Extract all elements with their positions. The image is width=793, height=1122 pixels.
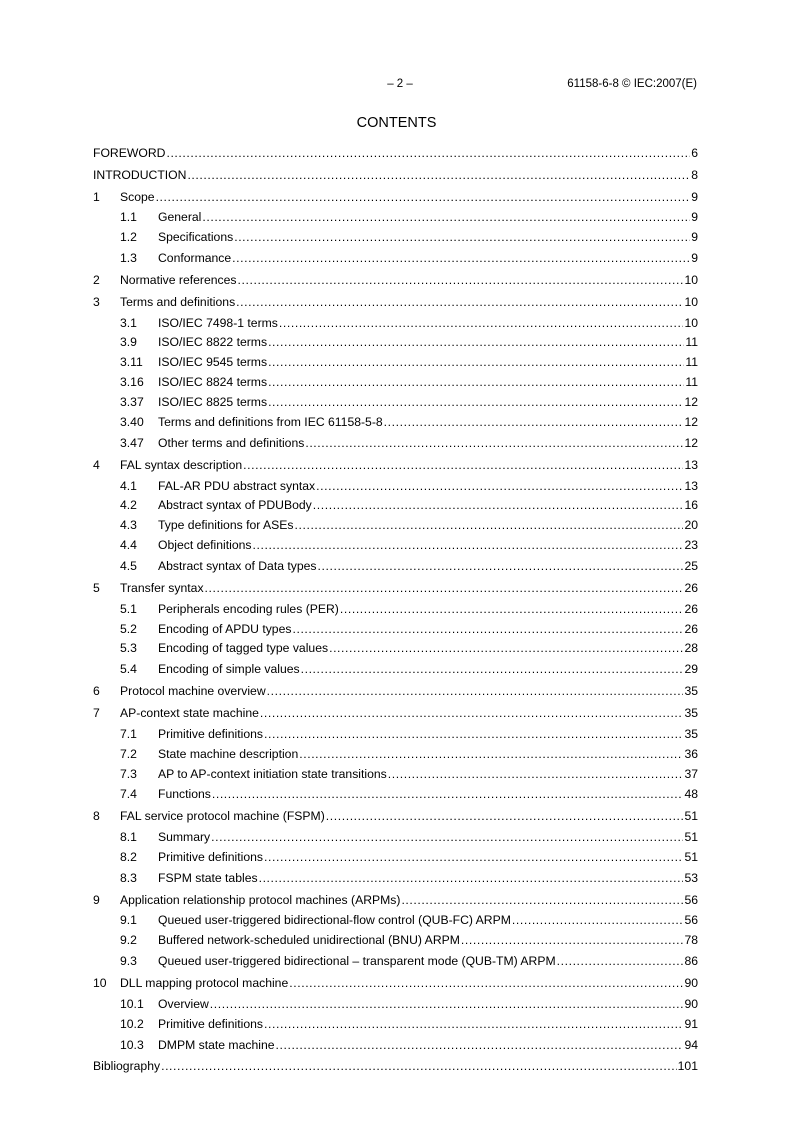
toc-entry-page: 53 — [684, 870, 698, 885]
toc-leader-dots — [340, 600, 684, 620]
toc-entry-title: Peripherals encoding rules (PER) — [158, 601, 339, 616]
toc-entry-title: FAL service protocol machine (FSPM) — [120, 809, 325, 824]
toc-entry-title: Functions — [158, 787, 211, 802]
toc-entry-page: 10 — [684, 315, 698, 330]
toc-entry-number: 7.3 — [120, 766, 137, 781]
toc-entry-number: 4.1 — [120, 478, 137, 493]
toc-entry-page: 26 — [684, 621, 698, 636]
toc-entry-title: Specifications — [158, 230, 234, 245]
toc-entry[interactable] — [93, 911, 698, 931]
toc-entry-page: 10 — [684, 294, 698, 309]
toc-entry-page: 35 — [684, 684, 698, 699]
toc-entry-title: Encoding of simple values — [158, 662, 300, 677]
toc-entry-page: 20 — [684, 518, 698, 533]
toc-entry[interactable] — [93, 373, 698, 393]
toc-entry[interactable] — [93, 1056, 698, 1078]
toc-entry-number: 4.2 — [120, 498, 137, 513]
toc-entry-number: 9.3 — [120, 954, 137, 969]
toc-entry[interactable] — [93, 143, 698, 165]
toc-entry-page: 12 — [684, 395, 698, 410]
toc-entry-page: 48 — [684, 787, 698, 802]
toc-entry[interactable] — [93, 292, 698, 314]
toc-entry-number: 9.2 — [120, 933, 137, 948]
toc-entry-title: State machine description — [158, 746, 299, 761]
toc-entry-number: 9 — [93, 892, 100, 907]
toc-leader-dots — [401, 890, 683, 912]
toc-leader-dots — [313, 496, 684, 516]
toc-leader-dots — [234, 228, 690, 248]
toc-entry[interactable] — [93, 1015, 698, 1035]
toc-entry-number: 10.1 — [120, 996, 144, 1011]
toc-entry[interactable] — [93, 208, 698, 228]
toc-entry-title: FSPM state tables — [158, 870, 258, 885]
toc-entry-page: 9 — [691, 189, 698, 204]
toc-entry-title: Primitive definitions — [158, 1016, 263, 1031]
toc-leader-dots — [260, 703, 684, 725]
table-of-contents — [93, 143, 698, 1078]
toc-entry-page: 35 — [684, 705, 698, 720]
toc-entry[interactable] — [93, 413, 698, 433]
toc-entry-title: AP-context state machine — [120, 705, 259, 720]
toc-entry-number: 3.40 — [120, 415, 144, 430]
toc-entry-number: 3.1 — [120, 315, 137, 330]
toc-entry-page: 13 — [684, 478, 698, 493]
toc-entry[interactable] — [93, 516, 698, 536]
toc-entry-number: 3.47 — [120, 435, 144, 450]
toc-leader-dots — [264, 1015, 683, 1035]
toc-leader-dots — [268, 393, 683, 413]
toc-entry-number: 8.2 — [120, 849, 137, 864]
toc-entry-number: 5.3 — [120, 641, 137, 656]
toc-entry-title: Summary — [158, 829, 211, 844]
toc-entry[interactable] — [93, 314, 698, 334]
toc-entry[interactable] — [93, 536, 698, 556]
toc-entry-number: 8.1 — [120, 829, 137, 844]
page-title: CONTENTS — [356, 115, 437, 131]
toc-entry-title: Object definitions — [158, 538, 252, 553]
toc-leader-dots — [268, 373, 684, 393]
toc-entry-number: 3.9 — [120, 335, 137, 350]
toc-entry-page: 51 — [684, 849, 698, 864]
toc-entry-title: Abstract syntax of Data types — [158, 559, 317, 574]
toc-leader-dots — [512, 911, 684, 931]
toc-entry-number: 2 — [93, 272, 100, 287]
toc-entry-number: 5.4 — [120, 662, 137, 677]
toc-entry-title: Other terms and definitions — [158, 435, 305, 450]
toc-entry-page: 23 — [684, 538, 698, 553]
toc-entry-page: 11 — [685, 375, 698, 390]
toc-entry[interactable] — [93, 681, 698, 703]
toc-entry-page: 94 — [684, 1037, 698, 1052]
toc-entry-number: 3 — [93, 294, 100, 309]
toc-entry-title: ISO/IEC 8822 terms — [158, 335, 268, 350]
toc-entry[interactable] — [93, 1035, 698, 1057]
toc-entry-title: AP to AP-context initiation state transitions — [158, 766, 387, 781]
toc-leader-dots — [264, 725, 683, 745]
toc-entry[interactable] — [93, 556, 698, 578]
toc-leader-dots — [268, 333, 684, 353]
toc-entry[interactable] — [93, 890, 698, 912]
toc-leader-dots — [238, 270, 684, 292]
toc-leader-dots — [329, 639, 683, 659]
toc-entry-number: 3.16 — [120, 375, 144, 390]
toc-leader-dots — [268, 353, 684, 373]
toc-leader-dots — [289, 973, 683, 995]
toc-leader-dots — [305, 433, 683, 455]
toc-entry-number: 4.5 — [120, 559, 137, 574]
toc-leader-dots — [187, 165, 690, 187]
toc-entry[interactable] — [93, 725, 698, 745]
toc-leader-dots — [388, 765, 684, 785]
toc-leader-dots — [259, 868, 684, 890]
toc-entry-page: 8 — [691, 167, 698, 182]
toc-entry-page: 29 — [684, 662, 698, 677]
toc-entry-page: 10 — [684, 272, 698, 287]
toc-entry[interactable] — [93, 639, 698, 659]
toc-entry-page: 51 — [684, 829, 698, 844]
toc-leader-dots — [326, 806, 684, 828]
toc-entry-title: INTRODUCTION — [93, 167, 187, 182]
toc-entry-number: 7.2 — [120, 746, 137, 761]
toc-entry[interactable] — [93, 848, 698, 868]
toc-entry-page: 28 — [684, 641, 698, 656]
toc-entry-page: 37 — [684, 766, 698, 781]
toc-leader-dots — [301, 659, 684, 681]
toc-entry-number: 6 — [93, 684, 100, 699]
toc-entry-page: 78 — [684, 933, 698, 948]
toc-entry-title: Queued user-triggered bidirectional – transparent mode (QUB-TM) ARPM — [158, 954, 556, 969]
toc-entry-title: FOREWORD — [93, 146, 166, 160]
toc-entry-number: 3.37 — [120, 395, 144, 410]
toc-entry[interactable] — [93, 455, 698, 477]
document-id: 61158-6-8 © IEC:2007(E) — [567, 78, 697, 90]
toc-leader-dots — [210, 995, 684, 1015]
toc-entry-page: 9 — [691, 230, 698, 245]
toc-entry-title: ISO/IEC 9545 terms — [158, 355, 268, 370]
toc-entry[interactable] — [93, 703, 698, 725]
toc-leader-dots — [557, 951, 684, 973]
toc-entry-number: 7 — [93, 705, 100, 720]
toc-entry-title: Transfer syntax — [120, 580, 204, 595]
toc-entry-page: 12 — [684, 415, 698, 430]
toc-entry-number: 1.3 — [120, 251, 137, 266]
toc-entry-number: 3.11 — [120, 355, 143, 370]
toc-leader-dots — [316, 477, 683, 497]
toc-leader-dots — [161, 1056, 677, 1078]
toc-entry[interactable] — [93, 165, 698, 187]
toc-entry-title: Protocol machine overview — [120, 684, 266, 699]
toc-entry[interactable] — [93, 868, 698, 890]
toc-entry-number: 7.4 — [120, 787, 137, 802]
toc-entry-title: Primitive definitions — [158, 726, 263, 741]
toc-entry-number: 4.4 — [120, 538, 137, 553]
toc-entry-title: Primitive definitions — [158, 849, 263, 864]
toc-leader-dots — [279, 314, 684, 334]
toc-entry-title: ISO/IEC 7498-1 terms — [158, 315, 278, 330]
toc-entry[interactable] — [93, 353, 698, 373]
toc-entry[interactable] — [93, 659, 698, 681]
toc-entry-number: 5 — [93, 580, 100, 595]
toc-entry[interactable] — [93, 333, 698, 353]
toc-entry-title: Terms and definitions — [120, 294, 236, 309]
toc-entry-title: Overview — [158, 996, 209, 1011]
toc-entry-title: ISO/IEC 8825 terms — [158, 395, 268, 410]
toc-entry-title: General — [158, 210, 202, 225]
toc-entry-title: Conformance — [158, 251, 232, 266]
toc-leader-dots — [318, 556, 684, 578]
toc-entry-page: 90 — [684, 975, 698, 990]
toc-leader-dots — [253, 536, 684, 556]
toc-entry[interactable] — [93, 828, 698, 848]
toc-entry-title: Encoding of APDU types — [158, 621, 292, 636]
toc-entry[interactable] — [93, 995, 698, 1015]
toc-leader-dots — [232, 248, 690, 270]
toc-entry-title: Buffered network-scheduled unidirectional (BNU) ARPM — [158, 933, 460, 948]
toc-entry[interactable] — [93, 477, 698, 497]
toc-entry-page: 91 — [684, 1016, 698, 1031]
toc-entry-number: 4 — [93, 457, 100, 472]
toc-entry-title: Encoding of tagged type values — [158, 641, 329, 656]
toc-entry-title: Type definitions for ASEs — [158, 518, 294, 533]
toc-entry[interactable] — [93, 187, 698, 209]
toc-entry-number: 8 — [93, 809, 100, 824]
toc-leader-dots — [295, 516, 684, 536]
toc-entry-page: 16 — [684, 498, 698, 513]
toc-entry[interactable] — [93, 951, 698, 973]
toc-entry[interactable] — [93, 496, 698, 516]
toc-leader-dots — [156, 187, 691, 209]
toc-entry[interactable] — [93, 600, 698, 620]
toc-entry-page: 11 — [685, 355, 698, 370]
toc-entry-number: 1 — [93, 189, 100, 204]
toc-entry-title: DMPM state machine — [158, 1037, 275, 1052]
toc-entry-number: 1.2 — [120, 230, 137, 245]
toc-entry-page: 13 — [684, 457, 698, 472]
toc-entry-page: 9 — [691, 251, 698, 266]
toc-entry-page: 86 — [684, 954, 698, 969]
toc-entry[interactable] — [93, 620, 698, 640]
toc-entry-page: 12 — [684, 435, 698, 450]
toc-leader-dots — [384, 413, 684, 433]
toc-entry[interactable] — [93, 578, 698, 600]
toc-entry-title: DLL mapping protocol machine — [120, 975, 289, 990]
toc-entry-page: 90 — [684, 996, 698, 1011]
toc-entry-title: Queued user-triggered bidirectional-flow control (QUB-FC) ARPM — [158, 913, 511, 928]
toc-leader-dots — [211, 828, 683, 848]
toc-entry[interactable] — [93, 765, 698, 785]
toc-leader-dots — [276, 1035, 684, 1057]
toc-entry-title: Normative references — [120, 272, 237, 287]
toc-entry[interactable] — [93, 248, 698, 270]
toc-entry-number: 10 — [93, 975, 107, 990]
toc-entry-number: 5.1 — [120, 601, 137, 616]
toc-entry-page: 35 — [684, 726, 698, 741]
toc-entry-number: 10.3 — [120, 1037, 144, 1052]
toc-entry-page: 9 — [691, 210, 698, 225]
toc-entry-page: 26 — [684, 580, 698, 595]
toc-leader-dots — [264, 848, 683, 868]
toc-entry-title: FAL syntax description — [120, 457, 243, 472]
toc-entry-title: Terms and definitions from IEC 61158-5-8 — [158, 415, 383, 430]
toc-leader-dots — [205, 578, 684, 600]
toc-entry-page: 56 — [684, 892, 698, 907]
toc-entry-title: Bibliography — [93, 1059, 161, 1074]
toc-entry-number: 1.1 — [120, 210, 137, 225]
toc-leader-dots — [243, 455, 683, 477]
toc-entry[interactable] — [93, 784, 698, 806]
toc-leader-dots — [292, 620, 683, 640]
toc-entry-page: 25 — [684, 559, 698, 574]
toc-leader-dots — [461, 931, 684, 951]
toc-entry[interactable] — [93, 973, 698, 995]
toc-entry[interactable] — [93, 270, 698, 292]
toc-leader-dots — [202, 208, 690, 228]
toc-entry-number: 8.3 — [120, 870, 137, 885]
toc-entry-title: Application relationship protocol machines (ARPMs) — [120, 892, 401, 907]
toc-entry-title: Scope — [120, 189, 155, 204]
toc-entry-number: 7.1 — [120, 726, 137, 741]
toc-entry-number: 9.1 — [120, 913, 137, 928]
toc-leader-dots — [236, 292, 683, 314]
toc-entry-page: 51 — [684, 809, 698, 824]
toc-entry[interactable] — [93, 228, 698, 248]
toc-entry[interactable] — [93, 931, 698, 951]
toc-entry-number: 4.3 — [120, 518, 137, 533]
page-number: – 2 – — [387, 78, 413, 90]
toc-entry-title: ISO/IEC 8824 terms — [158, 375, 268, 390]
toc-entry-page: 56 — [684, 913, 698, 928]
toc-entry-title: Abstract syntax of PDUBody — [158, 498, 312, 513]
toc-entry-number: 5.2 — [120, 621, 137, 636]
toc-entry-number: 10.2 — [120, 1016, 144, 1031]
toc-leader-dots — [212, 784, 684, 806]
toc-entry-page: 26 — [684, 601, 698, 616]
toc-entry-page: 101 — [677, 1059, 698, 1074]
toc-leader-dots — [299, 745, 683, 765]
toc-entry-page: 36 — [684, 746, 698, 761]
toc-entry[interactable] — [93, 806, 698, 828]
toc-entry[interactable] — [93, 393, 698, 413]
toc-entry-title: FAL-AR PDU abstract syntax — [158, 478, 316, 493]
toc-entry-page: 11 — [685, 335, 698, 350]
toc-entry-page: 6 — [691, 146, 698, 160]
toc-leader-dots — [267, 681, 684, 703]
toc-entry[interactable] — [93, 745, 698, 765]
toc-leader-dots — [166, 143, 690, 165]
toc-entry[interactable] — [93, 433, 698, 455]
